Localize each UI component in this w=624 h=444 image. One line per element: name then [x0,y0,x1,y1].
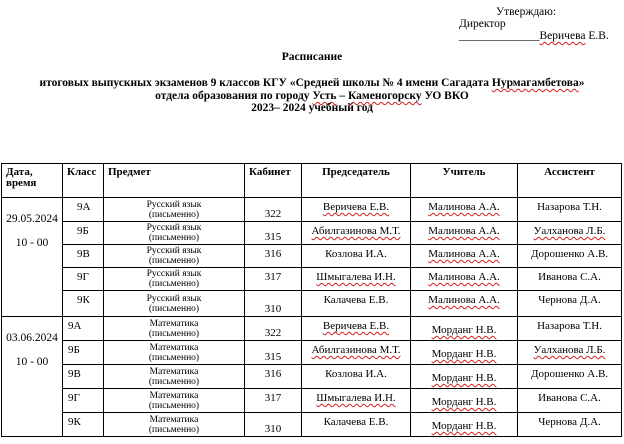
subject-name: Математика [149,342,199,353]
subtitle-misspelled-word: Нурмагамбетова [491,77,579,89]
header-assistant: Ассистент [518,164,622,198]
table-row [2,222,622,245]
class-cell: 9В [63,365,104,389]
assistant-cell [518,291,622,317]
subject-cell [104,389,245,413]
room-cell: 310 [245,413,302,437]
teacher-cell [411,389,518,413]
assistant-cell [518,341,622,365]
subtitle-text: отдела образования по городу [155,90,313,102]
subject-mode: (письменно) [148,233,200,243]
subject-cell [104,245,245,268]
table-row [2,198,622,222]
signature-line: ______________ [459,30,540,42]
teacher-cell [411,341,518,365]
room-cell: 315 [245,222,302,245]
assistant-cell [518,198,622,222]
subject-cell [104,222,245,245]
assistant-cell [518,365,622,389]
table-row [2,291,622,317]
teacher-name: Малинова А.А. [428,248,500,260]
room-cell: 315 [245,341,302,365]
document-subtitle-line2 [0,90,624,102]
director-signature [459,30,609,42]
chair-name: Козлова И.А. [325,248,387,260]
assistant-name: Чернова Д.А. [538,294,601,306]
class-cell: 9К [63,413,104,437]
chair-cell [302,222,411,245]
exam-schedule-table [1,163,622,437]
teacher-name: Малинова А.А. [428,201,500,213]
exam-date: 29.05.2024 [6,213,58,225]
chair-cell [302,317,411,341]
subject-name: Русский язык [146,246,202,256]
teacher-name: Морданг Н.В. [431,348,497,360]
subject-mode: (письменно) [148,256,200,266]
room-cell: 316 [245,365,302,389]
subject-cell [104,291,245,317]
subject-name: Математика [149,318,199,329]
approval-label: Утверждаю: [496,6,557,18]
subject-name: Русский язык [146,223,202,233]
assistant-name: Дорошенко А.В. [530,368,609,380]
chair-name: Козлова И.А. [325,368,387,380]
assistant-cell [518,268,622,291]
chair-name: Веричева Е.В. [322,320,390,332]
room-cell: 322 [245,317,302,341]
assistant-name: Уалханова Л.Б. [533,344,606,356]
teacher-cell [411,291,518,317]
chair-cell [302,365,411,389]
class-cell: 9А [63,198,104,222]
class-cell: 9Г [63,389,104,413]
room-cell: 317 [245,268,302,291]
header-class: Класс [63,164,104,198]
subject-mode: (письменно) [148,209,200,220]
subtitle-text: – [336,90,348,102]
teacher-cell [411,198,518,222]
chair-cell [302,268,411,291]
subject-cell [104,198,245,222]
subject-mode: (письменно) [148,328,200,339]
assistant-name: Дорошенко А.В. [530,248,609,260]
subject-name: Русский язык [146,199,202,210]
table-header-row [2,164,622,198]
class-cell: 9А [63,317,104,341]
header-teacher: Учитель [411,164,518,198]
exam-time: 10 - 00 [15,237,49,249]
subtitle-text: УО ВКО [421,90,469,102]
table-row [2,389,622,413]
teacher-name: Малинова А.А. [428,271,500,283]
subject-cell [104,341,245,365]
director-initials: Е.В. [585,30,609,42]
subject-cell [104,365,245,389]
subject-name: Русский язык [146,293,202,304]
subject-cell [104,413,245,437]
teacher-name: Морданг Н.В. [431,420,497,432]
subject-name: Русский язык [146,269,202,279]
teacher-name: Малинова А.А. [428,225,500,237]
assistant-cell [518,245,622,268]
subject-mode: (письменно) [148,400,200,411]
table-row [2,413,622,437]
teacher-name: Малинова А.А. [428,294,500,306]
header-date: Дата, время [2,164,63,198]
room-cell: 310 [245,291,302,317]
assistant-cell [518,389,622,413]
chair-cell [302,291,411,317]
chair-name: Калачева Е.В. [323,416,389,428]
subject-mode: (письменно) [148,279,200,289]
assistant-name: Назарова Т.Н. [537,320,602,332]
subtitle-text: » [578,77,585,89]
subtitle-misspelled-word: Каменогорску [347,90,422,102]
subject-mode: (письменно) [148,376,200,387]
room-cell: 322 [245,198,302,222]
subject-name: Математика [149,390,199,401]
teacher-cell [411,222,518,245]
assistant-name: Иванова С.А. [538,392,601,404]
director-label: Директор [459,18,506,30]
chair-name: Веричева Е.В. [322,201,390,213]
subtitle-text: итоговых выпускных экзаменов 9 классов КГУ «Средней школы № 4 имени Сагадата [39,77,492,89]
header-room: Кабинет [245,164,302,198]
academic-year: 2023– 2024 учебный год [251,102,373,114]
class-cell: 9Г [63,268,104,291]
class-cell: 9К [63,291,104,317]
chair-name: Шмыгалева И.Н. [316,392,396,404]
table-row [2,268,622,291]
class-cell: 9Б [63,222,104,245]
director-surname: Веричева [539,30,586,42]
subject-cell [104,268,245,291]
chair-cell [302,341,411,365]
assistant-cell [518,317,622,341]
header-chair: Председатель [302,164,411,198]
assistant-name: Иванова С.А. [538,271,601,283]
teacher-cell [411,317,518,341]
assistant-cell [518,222,622,245]
subject-mode: (письменно) [148,303,200,314]
exam-time: 10 - 00 [15,356,49,368]
teacher-cell [411,365,518,389]
chair-name: Абилгазинова М.Т. [311,344,401,356]
room-cell: 316 [245,245,302,268]
assistant-name: Уалханова Л.Б. [533,225,606,237]
exam-date-cell [2,317,63,437]
chair-cell [302,413,411,437]
chair-name: Калачева Е.В. [323,294,389,306]
subject-mode: (письменно) [148,352,200,363]
chair-cell [302,198,411,222]
table-row [2,317,622,341]
chair-cell [302,245,411,268]
teacher-cell [411,413,518,437]
table-row [2,365,622,389]
exam-date-cell [2,198,63,317]
subject-name: Математика [149,414,199,425]
subject-name: Математика [149,366,199,377]
document-subtitle-line1 [0,77,624,89]
assistant-name: Чернова Д.А. [538,416,601,428]
subject-cell [104,317,245,341]
table-row [2,245,622,268]
subtitle-misspelled-word: Усть [312,90,337,102]
header-subject: Предмет [104,164,245,198]
assistant-cell [518,413,622,437]
teacher-cell [411,268,518,291]
assistant-name: Назарова Т.Н. [537,201,602,213]
teacher-name: Морданг Н.В. [431,372,497,384]
teacher-name: Морданг Н.В. [431,324,497,336]
teacher-cell [411,245,518,268]
chair-name: Шмыгалева И.Н. [316,271,396,283]
exam-date: 03.06.2024 [6,332,58,344]
chair-name: Абилгазинова М.Т. [311,225,401,237]
teacher-name: Морданг Н.В. [431,396,497,408]
class-cell: 9Б [63,341,104,365]
room-cell: 317 [245,389,302,413]
table-row [2,341,622,365]
document-title: Расписание [281,51,343,63]
class-cell: 9В [63,245,104,268]
subject-mode: (письменно) [148,424,200,435]
chair-cell [302,389,411,413]
